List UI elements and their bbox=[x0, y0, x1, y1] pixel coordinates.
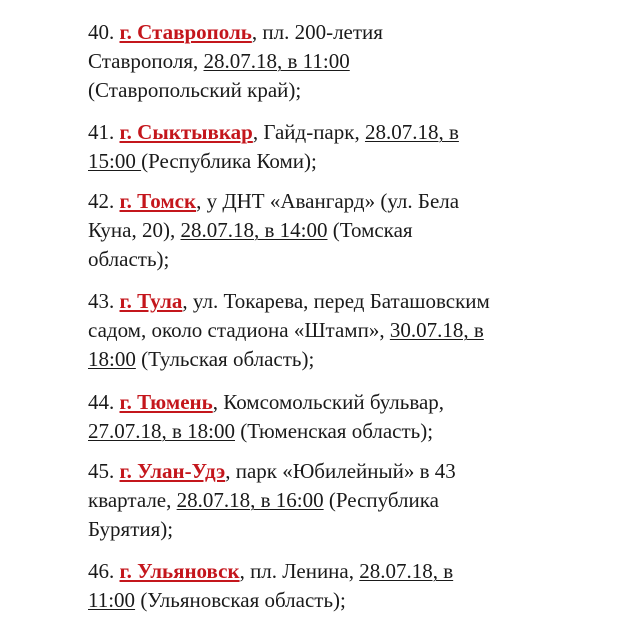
item-text: Бурятия); bbox=[88, 517, 174, 541]
item-number: 40. bbox=[88, 20, 115, 44]
item-text: садом, около стадиона «Штамп», bbox=[88, 318, 390, 342]
item-text: Куна, 20), bbox=[88, 218, 181, 242]
item-number: 43. bbox=[88, 289, 115, 313]
item-text: , ул. Токарева, перед Баташовским bbox=[182, 289, 490, 313]
date-time: 28.07.18, в 11:00 bbox=[203, 49, 350, 73]
list-item bbox=[88, 388, 588, 446]
date-time: 28.07.18, в 14:00 bbox=[180, 218, 328, 242]
list-item bbox=[88, 287, 588, 374]
item-text: , парк «Юбилейный» в 43 bbox=[225, 459, 456, 483]
item-text: , Гайд-парк, bbox=[252, 120, 365, 144]
item-text: , пл. Ленина, bbox=[239, 559, 360, 583]
item-number: 46. bbox=[88, 559, 115, 583]
item-number: 44. bbox=[88, 390, 115, 414]
item-text: квартале, bbox=[88, 488, 177, 512]
item-text: (Ставропольский край); bbox=[88, 78, 302, 102]
list-item bbox=[88, 557, 588, 615]
item-number: 41. bbox=[88, 120, 115, 144]
date-time: 15:00 bbox=[88, 149, 142, 173]
city-link[interactable]: г. Сыктывкар bbox=[119, 120, 253, 144]
item-text: , у ДНТ «Авангард» (ул. Бела bbox=[196, 189, 460, 213]
date-time: 28.07.18, в bbox=[364, 120, 459, 144]
item-text: (Тюменская область); bbox=[235, 419, 434, 443]
list-item bbox=[88, 187, 588, 274]
date-time: 18:00 bbox=[88, 347, 136, 371]
item-text: (Ульяновская область); bbox=[135, 588, 346, 612]
city-link[interactable]: г. Тула bbox=[119, 289, 183, 313]
item-text: (Республика Коми); bbox=[141, 149, 317, 173]
item-text: (Тульская область); bbox=[135, 347, 315, 371]
date-time: 28.07.18, в bbox=[359, 559, 454, 583]
date-time: 28.07.18, в 16:00 bbox=[176, 488, 324, 512]
date-time: 30.07.18, в bbox=[389, 318, 484, 342]
date-time: 27.07.18, в 18:00 bbox=[88, 419, 235, 443]
city-link[interactable]: г. Тюмень bbox=[119, 390, 213, 414]
date-time: 11:00 bbox=[88, 588, 136, 612]
list-item bbox=[88, 18, 588, 105]
item-text: , пл. 200-летия bbox=[251, 20, 383, 44]
item-text: (Республика bbox=[323, 488, 439, 512]
city-link[interactable]: г. Ставрополь bbox=[119, 20, 252, 44]
list-item bbox=[88, 118, 588, 176]
list-item bbox=[88, 457, 588, 544]
item-text: область); bbox=[88, 247, 170, 271]
item-text: Ставрополя, bbox=[88, 49, 204, 73]
cropped-previous-line bbox=[110, 0, 410, 2]
item-number: 45. bbox=[88, 459, 115, 483]
item-text: , Комсомольский бульвар, bbox=[212, 390, 445, 414]
item-text: (Томская bbox=[327, 218, 413, 242]
city-link[interactable]: г. Томск bbox=[119, 189, 197, 213]
city-link[interactable]: г. Ульяновск bbox=[119, 559, 240, 583]
city-link[interactable]: г. Улан-Удэ bbox=[119, 459, 226, 483]
item-number: 42. bbox=[88, 189, 115, 213]
